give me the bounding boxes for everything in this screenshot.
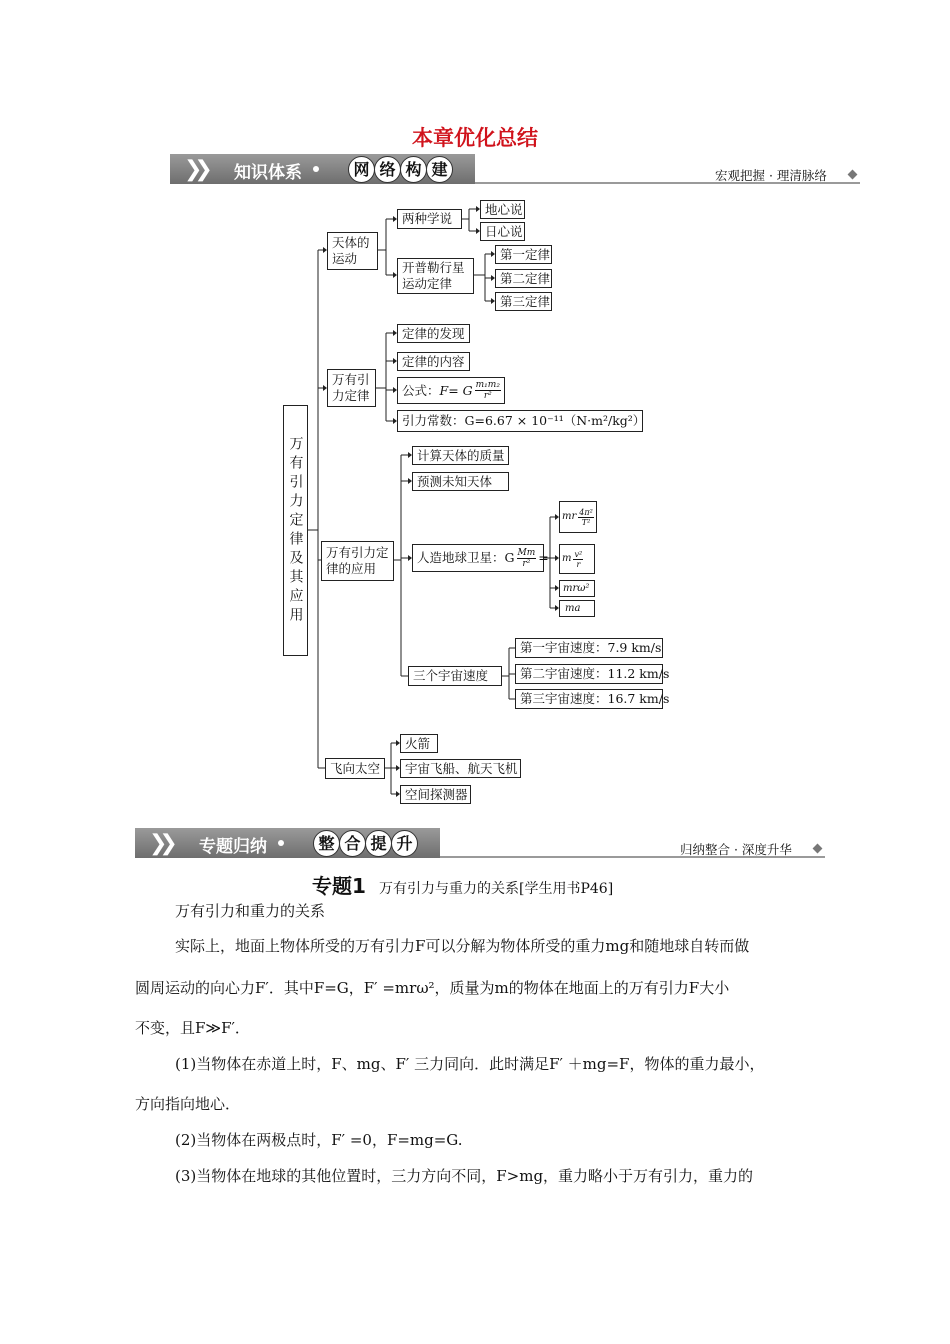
node-law-applications xyxy=(321,541,394,581)
node-label: 定律的内容 xyxy=(402,353,465,369)
node-result-accel xyxy=(559,600,595,617)
node-label: 两种学说 xyxy=(402,211,453,226)
node-label: 飞向太空 xyxy=(330,760,381,776)
node-label: 开普勒行星运动定律 xyxy=(402,260,465,291)
banner-char: 整 xyxy=(313,830,340,857)
satellite-fraction xyxy=(517,548,537,569)
node-rocket xyxy=(400,734,438,753)
node-third-cosmic-speed xyxy=(515,689,670,709)
result-fraction xyxy=(573,550,583,569)
result-denominator: T² xyxy=(581,517,591,527)
node-label: 万有引力定律 xyxy=(332,372,370,403)
node-label: 天体的运动 xyxy=(332,235,370,266)
formula-prefix: 公式： xyxy=(402,382,440,398)
topic-number: 专题1 xyxy=(312,874,366,898)
banner-char: 络 xyxy=(374,156,401,183)
paragraph-heading: 万有引力和重力的关系 xyxy=(175,902,326,920)
node-label: 计算天体的质量 xyxy=(417,447,505,463)
node-first-cosmic-speed xyxy=(515,638,663,658)
result-numerator: v² xyxy=(574,549,583,559)
paragraph-line: 圆周运动的向心力F′．其中F=G，F′ =mrω²，质量为m的物体在地面上的万有引力F大小 xyxy=(135,979,730,997)
paragraph-line: 方向指向地心． xyxy=(135,1095,241,1113)
node-space-probe xyxy=(400,785,471,804)
node-geocentric xyxy=(480,200,525,219)
formula-denominator: r² xyxy=(483,391,492,401)
banner-label: 专题归纳 xyxy=(199,837,267,857)
topic-subtitle: 万有引力与重力的关系[学生用书P46] xyxy=(379,881,614,897)
banner-char: 提 xyxy=(365,830,392,857)
result-fraction xyxy=(578,508,594,527)
node-cosmic-velocities xyxy=(408,666,502,686)
result-numerator: 4π² xyxy=(579,507,593,517)
node-label: ma xyxy=(565,602,581,614)
node-result-omega xyxy=(559,580,595,597)
node-label: 第二定律 xyxy=(500,270,551,286)
node-gravitation-law xyxy=(327,369,376,407)
node-label: 第一定律 xyxy=(500,246,551,262)
node-two-theories xyxy=(397,209,462,229)
node-artificial-satellite xyxy=(412,544,549,572)
banner-char: 网 xyxy=(348,156,375,183)
node-label: 预测未知天体 xyxy=(417,473,493,489)
node-label: 日心说 xyxy=(485,223,523,239)
mindmap-root xyxy=(283,405,308,656)
node-predict-body xyxy=(412,472,509,491)
formula-fraction xyxy=(475,380,501,401)
node-label: 引力常数：G=6.67 × 10⁻¹¹（N·m²/kg²） xyxy=(402,413,646,428)
satellite-suffix: = xyxy=(538,550,549,565)
node-label: 火箭 xyxy=(405,735,431,751)
node-label: 第三定律 xyxy=(500,293,551,309)
banner-char: 建 xyxy=(426,156,453,183)
paragraph-line: (1)当物体在赤道上时，F、mg、F′ 三力同向．此时满足F′ ＋mg=F，物体的重力最小， xyxy=(175,1055,765,1073)
diamond-icon xyxy=(813,844,823,854)
banner-char: 构 xyxy=(400,156,427,183)
satellite-denominator: r² xyxy=(522,558,531,569)
node-to-space xyxy=(325,758,385,779)
node-label: mrω² xyxy=(563,582,590,594)
satellite-numerator: Mm xyxy=(517,547,536,558)
section-banner-topics xyxy=(135,828,825,858)
node-result-period xyxy=(559,501,597,533)
paragraph-line: (3)当物体在地球的其他位置时，三力方向不同，F>mg，重力略小于万有引力，重力的 xyxy=(175,1167,754,1185)
node-law-discovery xyxy=(397,324,470,343)
formula-numerator: m₁m₂ xyxy=(475,380,500,390)
banner-right-text: 宏观把握 · 理清脉络 xyxy=(715,168,827,183)
node-first-law xyxy=(495,245,552,264)
node-second-cosmic-speed xyxy=(515,664,670,684)
topic-heading xyxy=(312,870,613,899)
node-label: 第一宇宙速度：7.9 km/s xyxy=(520,640,662,655)
node-calc-mass xyxy=(412,446,509,465)
paragraph-line: (2)当物体在两极点时，F′ =0，F=mg=G. xyxy=(175,1131,463,1149)
node-label: 空间探测器 xyxy=(405,786,468,802)
chevron-icon: ❯❯ xyxy=(149,831,170,856)
node-result-velocity xyxy=(559,544,595,574)
page-title: 本章优化总结 xyxy=(412,126,538,150)
formula-eq: = G xyxy=(448,382,473,398)
node-label: 第三宇宙速度：16.7 km/s xyxy=(520,691,670,706)
node-label: 万有引力定律的应用 xyxy=(326,545,389,576)
result-denominator: r xyxy=(576,559,581,569)
node-label: 宇宙飞船、航天飞机 xyxy=(405,760,518,776)
node-celestial-motion xyxy=(327,232,378,270)
satellite-prefix: 人造地球卫星：G xyxy=(417,550,515,565)
paragraph-line: 不变，且F≫F′． xyxy=(135,1019,250,1037)
result-prefix: m xyxy=(562,553,572,564)
banner-label: 知识体系 xyxy=(234,163,302,183)
node-label: 第二宇宙速度：11.2 km/s xyxy=(520,666,670,681)
node-label: 定律的发现 xyxy=(402,325,465,341)
banner-char: 升 xyxy=(391,830,418,857)
node-spacecraft xyxy=(400,759,521,778)
formula-lhs: F xyxy=(439,382,449,398)
node-formula xyxy=(397,377,505,404)
node-gravitational-constant xyxy=(397,410,646,432)
mindmap-root-label: 万有引力定律及其应用 xyxy=(287,435,304,626)
banner-char: 合 xyxy=(339,830,366,857)
node-second-law xyxy=(495,269,552,288)
result-prefix: mr xyxy=(562,511,577,522)
node-heliocentric xyxy=(480,222,525,241)
node-third-law xyxy=(495,292,552,311)
node-label: 三个宇宙速度 xyxy=(413,668,489,683)
paragraph-line: 实际上，地面上物体所受的万有引力F可以分解为物体所受的重力mg和随地球自转而做 xyxy=(175,937,750,955)
node-kepler-laws xyxy=(397,258,474,294)
node-law-content xyxy=(397,352,470,371)
node-label: 地心说 xyxy=(485,201,523,217)
dot-icon xyxy=(278,840,284,846)
chevron-icon: ❯❯ xyxy=(184,157,205,182)
banner-right-text: 归纳整合 · 深度升华 xyxy=(680,842,792,857)
